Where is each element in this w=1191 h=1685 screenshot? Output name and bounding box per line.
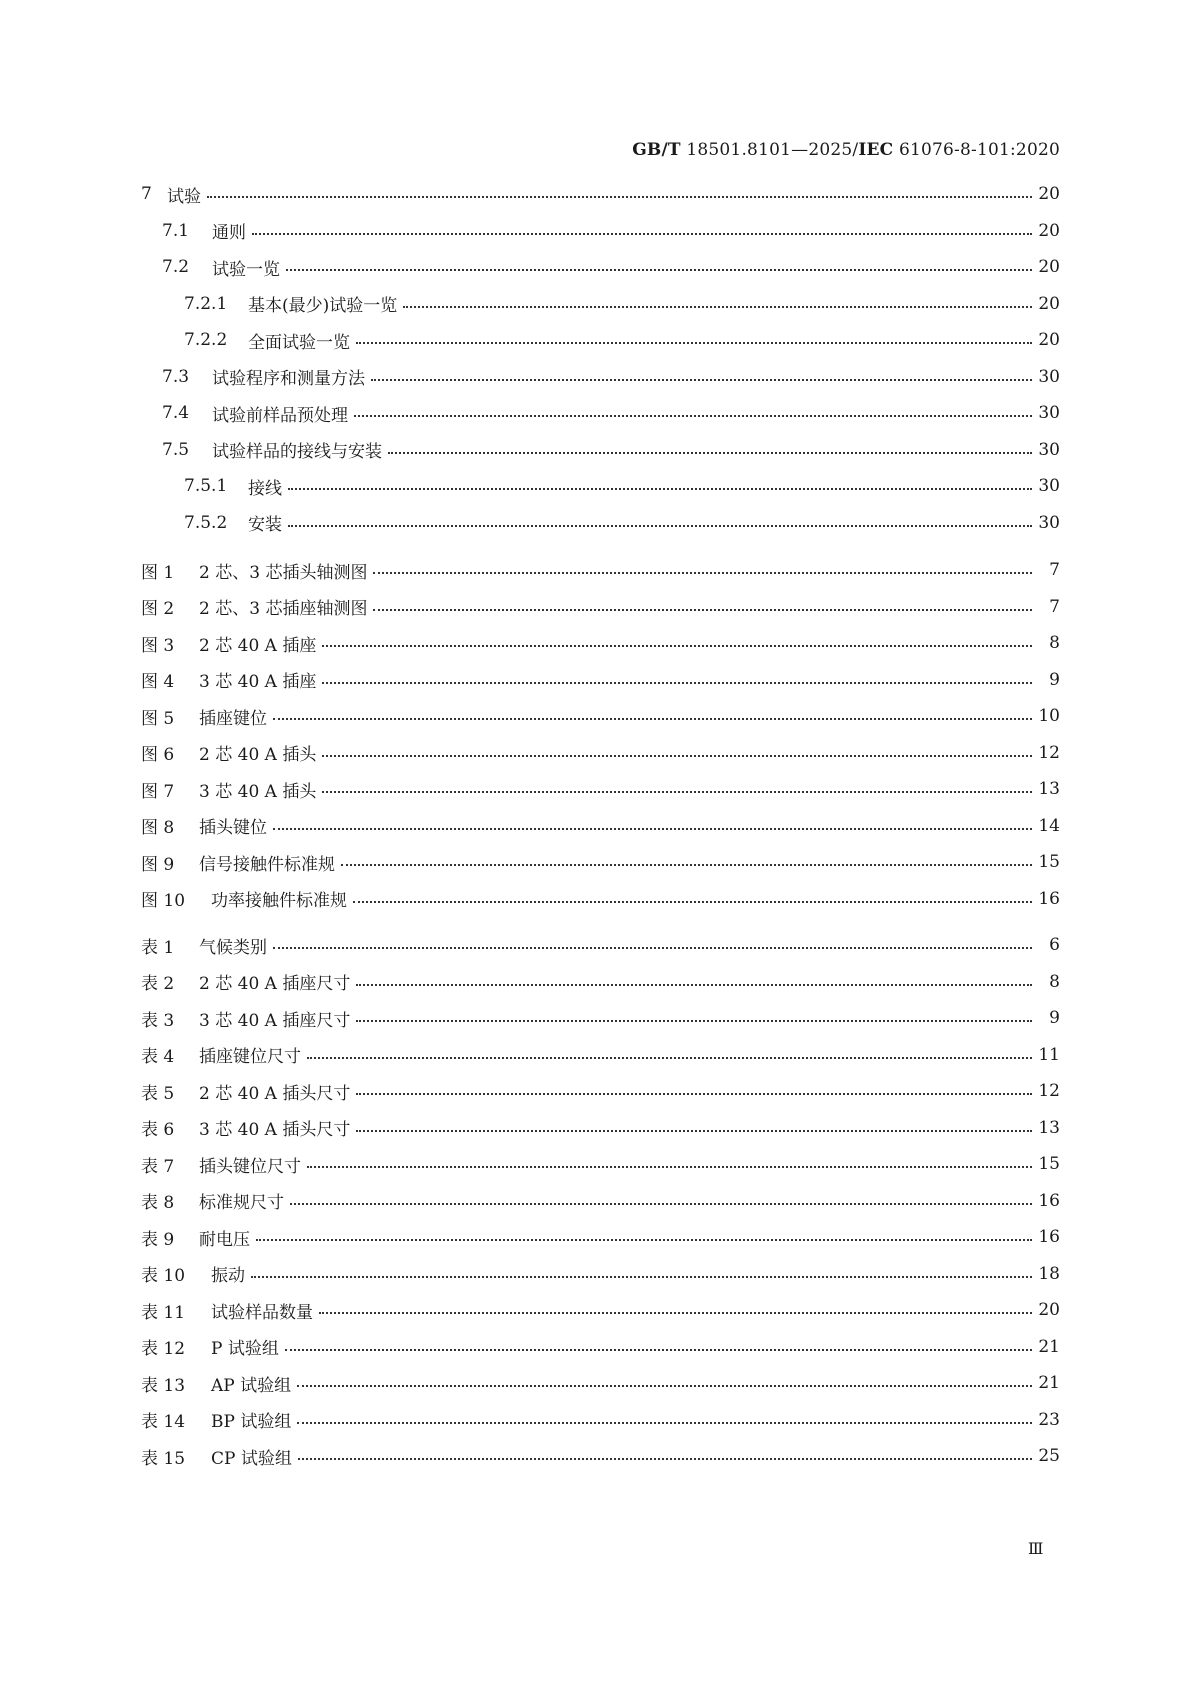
dot-leader <box>322 755 1032 757</box>
toc-entry[interactable] <box>141 625 1060 662</box>
toc-entry-page: 7 <box>1049 596 1060 617</box>
toc-entry[interactable] <box>141 771 1060 808</box>
standard-number: 18501.8101—2025/ <box>680 140 859 160</box>
dot-leader <box>322 682 1032 684</box>
toc-entry-title: 3 芯 40 A 插头 <box>199 781 317 802</box>
toc-entry-number: 表 5 <box>141 1083 175 1104</box>
toc-entry[interactable] <box>141 1219 1060 1256</box>
toc-entry-number: 7.1 <box>162 220 190 241</box>
toc-entry-number: 表 9 <box>141 1229 175 1250</box>
toc-entry-title: 功率接触件标准规 <box>211 891 347 912</box>
toc-entry-page: 13 <box>1038 779 1060 800</box>
toc-entry-title: 插头键位 <box>199 818 267 839</box>
iec-prefix: IEC <box>858 140 894 160</box>
toc-entry[interactable] <box>141 1073 1060 1110</box>
toc-entry[interactable] <box>141 1256 1060 1293</box>
toc-entry[interactable] <box>141 1329 1060 1366</box>
toc-entry[interactable] <box>141 1000 1060 1037</box>
toc-entry-title: 试验样品数量 <box>211 1302 313 1323</box>
toc-entry[interactable] <box>141 249 1060 286</box>
dot-leader <box>403 306 1032 308</box>
toc-entry-title: 信号接触件标准规 <box>199 854 335 875</box>
toc-entry-page: 30 <box>1038 403 1060 424</box>
toc-entry-title: 2 芯 40 A 插头 <box>199 745 317 766</box>
dot-leader <box>356 984 1032 986</box>
toc-entry-title: 插头键位尺寸 <box>199 1156 301 1177</box>
dot-leader <box>307 1166 1032 1168</box>
toc-entry-page: 20 <box>1038 293 1060 314</box>
toc-entry-number: 图 5 <box>141 708 175 729</box>
dot-leader <box>286 269 1032 271</box>
toc-entry-number: 7.5.1 <box>184 476 228 497</box>
toc-tables-list <box>141 927 1060 1475</box>
toc-entry[interactable] <box>141 808 1060 845</box>
toc-entry-page: 20 <box>1038 330 1060 351</box>
toc-entry-page: 30 <box>1038 366 1060 387</box>
toc-entry-title: 3 芯 40 A 插头尺寸 <box>199 1120 351 1141</box>
toc-entry-page: 7 <box>1049 560 1060 581</box>
standard-number-header <box>632 140 1060 160</box>
toc-entry-page: 9 <box>1049 669 1060 690</box>
toc-entry-page: 13 <box>1038 1117 1060 1138</box>
toc-entry-title: BP 试验组 <box>211 1412 292 1433</box>
dot-leader <box>207 196 1032 198</box>
dot-leader <box>273 828 1032 830</box>
toc-entry-number: 7.5 <box>162 439 190 460</box>
toc-entry-title: 全面试验一览 <box>248 332 350 353</box>
toc-entry-number: 图 1 <box>141 562 175 583</box>
toc-entry[interactable] <box>141 395 1060 432</box>
toc-entry-title: 插座键位尺寸 <box>199 1047 301 1068</box>
dot-leader <box>285 1349 1032 1351</box>
toc-entry-page: 23 <box>1038 1409 1060 1430</box>
toc-entry-title: 3 芯 40 A 插座 <box>199 672 317 693</box>
toc-entry-title: 气候类别 <box>199 937 267 958</box>
toc-entry-number: 7.5.2 <box>184 512 228 533</box>
toc-entry[interactable] <box>141 1438 1060 1475</box>
toc-entry-number: 图 9 <box>141 854 175 875</box>
dot-leader <box>356 342 1032 344</box>
toc-entry-number: 图 6 <box>141 745 175 766</box>
dot-leader <box>297 1385 1032 1387</box>
toc-entry[interactable] <box>141 735 1060 772</box>
toc-entry-title: 3 芯 40 A 插座尺寸 <box>199 1010 351 1031</box>
dot-leader <box>252 233 1032 235</box>
dot-leader <box>322 791 1032 793</box>
toc-entry-number: 表 1 <box>141 937 175 958</box>
toc-entry[interactable] <box>141 322 1060 359</box>
toc-entry-number: 表 6 <box>141 1120 175 1141</box>
toc-entry-page: 20 <box>1038 257 1060 278</box>
dot-leader <box>353 901 1032 903</box>
toc-entry-page: 20 <box>1038 1300 1060 1321</box>
toc-entry-number: 表 11 <box>141 1302 186 1323</box>
toc-entry[interactable] <box>141 468 1060 505</box>
toc-entry-title: 耐电压 <box>199 1229 250 1250</box>
dot-leader <box>373 609 1032 611</box>
toc-entry-title: 试验前样品预处理 <box>212 405 348 426</box>
toc-entry[interactable] <box>141 1146 1060 1183</box>
toc-figures-list <box>141 552 1060 917</box>
toc-entry-number: 7 <box>141 184 152 205</box>
toc-entry-page: 15 <box>1038 852 1060 873</box>
dot-leader <box>251 1276 1032 1278</box>
toc-entry-page: 18 <box>1038 1263 1060 1284</box>
toc-entry-page: 12 <box>1038 1081 1060 1102</box>
toc-entry-title: 2 芯、3 芯插头轴测图 <box>199 562 368 583</box>
toc-entry-title: 试验 <box>167 186 201 207</box>
toc-entry-title: 标准规尺寸 <box>199 1193 284 1214</box>
dot-leader <box>307 1057 1032 1059</box>
toc-entry-number: 7.2 <box>162 257 190 278</box>
toc-entry-page: 21 <box>1038 1373 1060 1394</box>
toc-entry[interactable] <box>141 432 1060 469</box>
toc-entry-number: 表 3 <box>141 1010 175 1031</box>
toc-entry-number: 表 12 <box>141 1339 186 1360</box>
toc-entry-title: 2 芯 40 A 插座尺寸 <box>199 974 351 995</box>
dot-leader <box>273 718 1032 720</box>
toc-entry-number: 图 2 <box>141 599 175 620</box>
toc-entry-number: 图 7 <box>141 781 175 802</box>
toc-entry-number: 7.2.1 <box>184 293 228 314</box>
dot-leader <box>322 645 1032 647</box>
toc-entry[interactable] <box>141 1110 1060 1147</box>
toc-entry-page: 16 <box>1038 1227 1060 1248</box>
toc-entry-title: 试验样品的接线与安装 <box>212 442 382 463</box>
toc-entry-page: 12 <box>1038 742 1060 763</box>
toc-entry-page: 14 <box>1038 815 1060 836</box>
toc-entry-number: 表 15 <box>141 1448 186 1469</box>
toc-entry-title: 2 芯、3 芯插座轴测图 <box>199 599 368 620</box>
dot-leader <box>298 1458 1032 1460</box>
toc-entry-number: 表 8 <box>141 1193 175 1214</box>
toc-entry[interactable] <box>141 964 1060 1001</box>
iec-number: 61076-8-101:2020 <box>893 140 1060 160</box>
toc-entry-title: 插座键位 <box>199 708 267 729</box>
page-number-roman: Ⅲ <box>1028 1539 1044 1558</box>
toc-entry-number: 表 14 <box>141 1412 186 1433</box>
dot-leader <box>290 1203 1032 1205</box>
toc-entry-title: 2 芯 40 A 插座 <box>199 635 317 656</box>
toc-entry-page: 30 <box>1038 512 1060 533</box>
toc-entry-page: 20 <box>1038 184 1060 205</box>
toc-entry-page: 8 <box>1049 971 1060 992</box>
toc-entry-title: 通则 <box>212 223 246 244</box>
toc-entry-title: 振动 <box>211 1266 245 1287</box>
toc-entry-title: 试验一览 <box>212 259 280 280</box>
toc-entry-page: 15 <box>1038 1154 1060 1175</box>
toc-entry[interactable] <box>141 286 1060 323</box>
dot-leader <box>371 379 1032 381</box>
dot-leader <box>256 1239 1032 1241</box>
toc-entry-number: 7.3 <box>162 366 190 387</box>
toc-entry-page: 21 <box>1038 1336 1060 1357</box>
toc-entry-number: 表 2 <box>141 974 175 995</box>
dot-leader <box>341 864 1032 866</box>
toc-entry-number: 图 10 <box>141 891 186 912</box>
toc-entry-page: 11 <box>1038 1044 1060 1065</box>
toc-entry-number: 7.4 <box>162 403 190 424</box>
toc-entry-title: AP 试验组 <box>211 1375 292 1396</box>
toc-entry-number: 图 4 <box>141 672 175 693</box>
toc-entry-title: 接线 <box>248 478 282 499</box>
dot-leader <box>273 947 1032 949</box>
toc-entry[interactable] <box>141 176 1060 213</box>
toc-entry[interactable] <box>141 552 1060 589</box>
toc-sections-list <box>141 176 1060 541</box>
toc-entry-number: 图 3 <box>141 635 175 656</box>
toc-entry[interactable] <box>141 881 1060 918</box>
toc-entry[interactable] <box>141 1402 1060 1439</box>
toc-entry[interactable] <box>141 1037 1060 1074</box>
toc-entry-number: 7.2.2 <box>184 330 228 351</box>
toc-entry-page: 30 <box>1038 476 1060 497</box>
toc-entry-page: 25 <box>1038 1446 1060 1467</box>
toc-entry[interactable] <box>141 927 1060 964</box>
toc-entry[interactable] <box>141 1292 1060 1329</box>
dot-leader <box>297 1422 1032 1424</box>
toc-entry-number: 表 4 <box>141 1047 175 1068</box>
toc-entry[interactable] <box>141 359 1060 396</box>
dot-leader <box>288 488 1032 490</box>
dot-leader <box>356 1130 1032 1132</box>
standard-prefix: GB/T <box>632 140 681 160</box>
toc-entry-page: 9 <box>1049 1008 1060 1029</box>
toc-entry-page: 16 <box>1038 888 1060 909</box>
dot-leader <box>354 415 1032 417</box>
toc-entry-page: 16 <box>1038 1190 1060 1211</box>
toc-entry[interactable] <box>141 213 1060 250</box>
toc-entry-number: 表 7 <box>141 1156 175 1177</box>
toc-entry-title: 试验程序和测量方法 <box>212 369 365 390</box>
dot-leader <box>373 572 1032 574</box>
toc-entry-title: P 试验组 <box>211 1339 279 1360</box>
toc-entry-number: 表 10 <box>141 1266 186 1287</box>
toc-entry[interactable] <box>141 662 1060 699</box>
toc-entry[interactable] <box>141 1183 1060 1220</box>
toc-entry-title: 安装 <box>248 515 282 536</box>
dot-leader <box>356 1093 1032 1095</box>
toc-entry-page: 10 <box>1038 706 1060 727</box>
toc-entry[interactable] <box>141 698 1060 735</box>
dot-leader <box>288 525 1032 527</box>
dot-leader <box>388 452 1032 454</box>
toc-entry-title: CP 试验组 <box>211 1448 292 1469</box>
toc-entry-page: 8 <box>1049 633 1060 654</box>
toc-entry-title: 2 芯 40 A 插头尺寸 <box>199 1083 351 1104</box>
toc-entry[interactable] <box>141 1365 1060 1402</box>
toc-entry-page: 20 <box>1038 220 1060 241</box>
dot-leader <box>356 1020 1032 1022</box>
toc-entry[interactable] <box>141 589 1060 626</box>
toc-entry[interactable] <box>141 844 1060 881</box>
toc-entry-number: 表 13 <box>141 1375 186 1396</box>
toc-entry-number: 图 8 <box>141 818 175 839</box>
dot-leader <box>319 1312 1032 1314</box>
toc-entry-page: 30 <box>1038 439 1060 460</box>
toc-entry-page: 6 <box>1049 935 1060 956</box>
toc-entry[interactable] <box>141 505 1060 542</box>
toc-entry-title: 基本(最少)试验一览 <box>248 296 398 317</box>
